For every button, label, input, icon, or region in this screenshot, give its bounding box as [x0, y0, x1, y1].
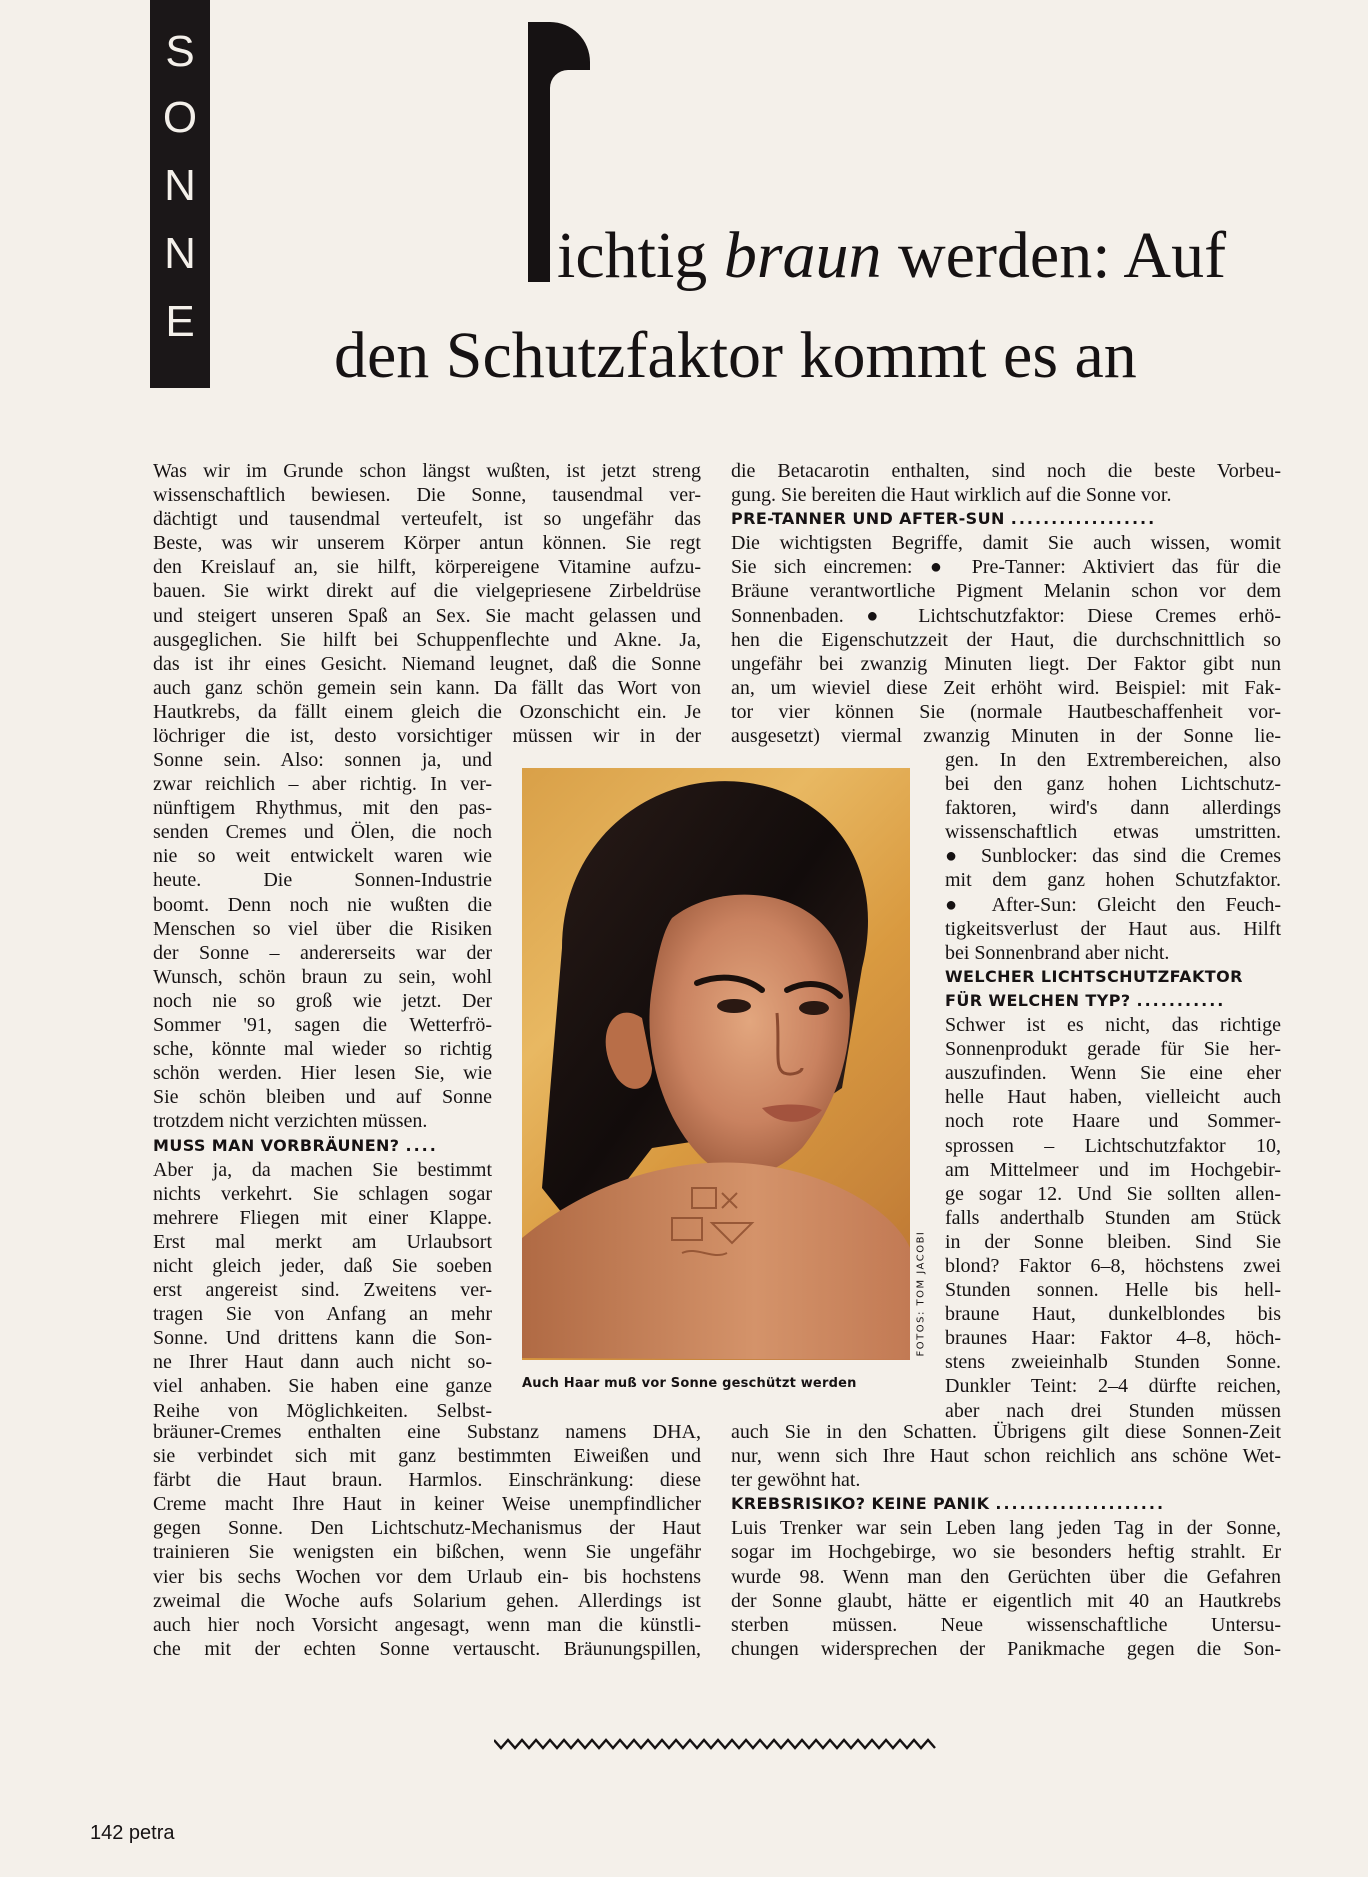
text-line: viel anhaben. Sie haben eine ganze — [153, 1375, 492, 1398]
text-line: ter gewöhnt hat. — [731, 1469, 861, 1492]
text-line: boomt. Denn noch nie wußten die — [153, 893, 492, 916]
text-line: Aber ja, da machen Sie bestimmt — [153, 1158, 492, 1181]
section-tab-letter: E — [165, 297, 195, 346]
text-line: dächtigt und tausendmal verteufelt, ist so ungefähr das — [153, 508, 701, 531]
text-line: Wunsch, schön braun zu sein, wohl — [153, 965, 492, 988]
text-line: Sommer '91, sagen die Wetterfrö- — [153, 1014, 492, 1037]
text-line: wurde 98. Wenn man den Gerüchten über die Gefahren — [731, 1565, 1281, 1588]
text-line: sogar im Hochgebirge, wo sie besonders heftig strahlt. Er — [731, 1541, 1281, 1564]
text-line: tragen Sie von Anfang an mehr — [153, 1303, 492, 1326]
text-line: che mit der echten Sonne vertauscht. Bräunungspillen, — [153, 1637, 701, 1660]
text-line: senden Cremes und Ölen, die noch — [153, 821, 492, 844]
portrait-photo — [522, 768, 910, 1360]
text-line: auch Sie in den Schatten. Übrigens gilt diese Sonnen-Zeit — [731, 1421, 1281, 1443]
text-line: den Kreislauf an, sie hilft, körpereigene Vitamine aufzu- — [153, 556, 701, 579]
text-line: heute. Die Sonnen-Industrie — [153, 869, 492, 892]
text-line: faktoren, wird's dann allerdings — [945, 797, 1281, 820]
subheading — [153, 1134, 492, 1158]
text-line: sterben müssen. Neue wissenschaftliche Untersu- — [731, 1613, 1281, 1636]
text-line: braune Haut, dunkelblondes bis — [945, 1303, 1281, 1326]
text-line: chungen widersprechen der Panikmache gegen die Son- — [731, 1637, 1281, 1660]
photo-caption: Auch Haar muß vor Sonne geschützt werden — [522, 1376, 857, 1391]
text-line: Sonnenbaden. ● Lichtschutzfaktor: Diese Cremes erhö- — [731, 604, 1281, 627]
text-line: Reihe von Möglichkeiten. Selbst- — [153, 1399, 492, 1422]
text-line: am Mittelmeer und im Hochgebir- — [945, 1158, 1281, 1181]
text-line: und steigert unseren Spaß an Sex. Sie macht gelassen und — [153, 604, 701, 627]
text-line: ● Sunblocker: das sind die Cremes — [945, 845, 1281, 868]
left-column-intro — [153, 459, 701, 748]
text-line: helle Haut haben, vielleicht auch — [945, 1086, 1281, 1109]
text-line: ne Ihrer Haut dann auch nicht so- — [153, 1351, 492, 1374]
page-footer: 142 petra — [90, 1822, 175, 1844]
text-line: bauen. Sie wirkt direkt auf die vielgepriesene Zirbeldrüse — [153, 580, 701, 603]
text-line: nünftigem Rhythmus, mit den pas- — [153, 797, 492, 820]
text-line: Sonnenprodukt gerade für Sie her- — [945, 1038, 1281, 1061]
subheading-dots: ..................... — [995, 1494, 1166, 1514]
text-line: mehrere Fliegen mit einer Klappe. — [153, 1206, 492, 1229]
text-line: das ist ihr eines Gesicht. Niemand leugnet, daß die Sonne — [153, 652, 701, 675]
text-line: trotzdem nicht verzichten müssen. — [153, 1110, 428, 1133]
text-line: nur, wenn sich Ihre Haut schon reichlich ans schöne Wet- — [731, 1445, 1281, 1468]
subheading-dots: ........... — [1136, 990, 1226, 1010]
text-line: ● After-Sun: Gleicht den Feuch- — [945, 893, 1281, 916]
text-line: nie so weit entwickelt waren wie — [153, 845, 492, 868]
text-line: Sonne sein. Also: sonnen ja, und — [153, 749, 492, 771]
headline-line-1 — [557, 218, 1226, 294]
text-line: nichts verkehrt. Sie schlagen sogar — [153, 1182, 492, 1205]
text-line: löchriger die ist, desto vorsichtiger müssen wir in der — [153, 725, 701, 748]
left-column-outro — [153, 1420, 701, 1661]
headline-text: werden: Auf — [881, 219, 1227, 292]
text-line: Schwer ist es nicht, das richtige — [945, 1014, 1281, 1037]
text-line: vier bis sechs Wochen vor dem Urlaub ein- bis hochstens — [153, 1565, 701, 1588]
left-column-narrow — [153, 748, 492, 1423]
subheading — [731, 507, 1281, 531]
text-line: zweimal die Woche aufs Solarium gehen. Allerdings ist — [153, 1589, 701, 1612]
text-line: Was wir im Grunde schon längst wußten, ist jetzt streng — [153, 460, 701, 482]
section-tab-letter: N — [164, 229, 196, 278]
initial-arm-cut — [550, 70, 590, 100]
text-line: Sonne. Und drittens kann die Son- — [153, 1327, 492, 1350]
text-line: auch ganz schön gemein sein kann. Da fällt das Wort von — [153, 676, 701, 699]
photo-credit-text: FOTOS: TOM JACOBI — [915, 1230, 927, 1357]
text-line: falls anderthalb Stunden am Stück — [945, 1206, 1281, 1229]
text-line: die Betacarotin enthalten, sind noch die beste Vorbeu- — [731, 460, 1281, 482]
text-line: schön werden. Hier lesen Sie, wie — [153, 1062, 492, 1085]
headline-emphasis: braun — [723, 219, 882, 292]
text-line: ungefähr bei zwanzig Minuten liegt. Der Faktor gibt nun — [731, 652, 1281, 675]
text-line: tigkeitsverlust der Haut aus. Hilft — [945, 917, 1281, 940]
text-line: nicht gleich jeder, daß Sie soeben — [153, 1254, 492, 1277]
text-line: bei den ganz hohen Lichtschutz- — [945, 773, 1281, 796]
subheading — [945, 965, 1281, 989]
text-line: Beste, was wir unserem Körper antun können. Sie regt — [153, 532, 701, 555]
text-line: der Sonne – andererseits war der — [153, 941, 492, 964]
text-line: Die wichtigsten Begriffe, damit Sie auch wissen, womit — [731, 532, 1281, 555]
headline-text: ichtig — [557, 219, 724, 292]
text-line: Menschen so viel über die Risiken — [153, 917, 492, 940]
text-line: hen die Eigenschutzzeit der Haut, die durchschnittlich so — [731, 628, 1281, 651]
right-column-bottom — [731, 1420, 1281, 1661]
text-line: sche, könnte mal wieder so richtig — [153, 1038, 492, 1061]
text-line: stens zweieinhalb Stunden Sonne. — [945, 1351, 1281, 1374]
right-column-top — [731, 459, 1281, 748]
text-line: sprossen – Lichtschutzfaktor 10, — [945, 1134, 1281, 1157]
subheading-text: WELCHER LICHTSCHUTZFAKTOR — [945, 966, 1243, 986]
subheading — [731, 1492, 1281, 1516]
text-line: blond? Faktor 6–8, höchstens zwei — [945, 1254, 1281, 1277]
text-line: noch nie so groß wie jetzt. Der — [153, 989, 492, 1012]
zigzag-divider — [494, 1736, 938, 1752]
text-line: auszufinden. Wenn Sie eine eher — [945, 1062, 1281, 1085]
text-line: erst angereist sind. Zweitens ver- — [153, 1279, 492, 1302]
portrait-illustration — [522, 768, 910, 1360]
section-tab-letter: O — [162, 93, 198, 142]
text-line: Stunden sonnen. Helle bis hell- — [945, 1279, 1281, 1302]
text-line: Hautkrebs, da fällt einem gleich die Ozonschicht ein. Je — [153, 700, 701, 723]
text-line: gung. Sie bereiten die Haut wirklich auf die Sonne vor. — [731, 484, 1172, 507]
subheading-text: PRE-TANNER UND AFTER-SUN — [731, 509, 1005, 529]
text-line: Luis Trenker war sein Leben lang jeden Tag in der Sonne, — [731, 1517, 1281, 1540]
section-tab-letter: S — [165, 27, 195, 76]
text-line: aber nach drei Stunden müssen — [945, 1399, 1281, 1422]
text-line: Creme macht Ihre Haut in keiner Weise unempfindlicher — [153, 1493, 701, 1516]
text-line: Bräune verantwortliche Pigment Melanin schon vor dem — [731, 580, 1281, 603]
text-line: färbt die Haut braun. Harmlos. Einschränkung: diese — [153, 1469, 701, 1492]
photo-credit — [912, 1232, 932, 1362]
subheading-text: MUSS MAN VORBRÄUNEN? — [153, 1135, 400, 1155]
subheading-dots: .................. — [1010, 509, 1157, 529]
text-line: bräuner-Cremes enthalten eine Substanz namens DHA, — [153, 1421, 701, 1443]
subheading-text: KREBSRISIKO? KEINE PANIK — [731, 1494, 990, 1514]
text-line: Erst mal merkt am Urlaubsort — [153, 1230, 492, 1253]
text-line: wissenschaftlich bewiesen. Die Sonne, tausendmal ver- — [153, 484, 701, 507]
text-line: der Sonne glaubt, hätte er eigentlich mit 40 an Hautkrebs — [731, 1589, 1281, 1612]
text-line: Sie sich eincremen: ● Pre-Tanner: Aktiviert das für die — [731, 556, 1281, 579]
text-line: trainieren Sie wenigsten ein bißchen, wenn Sie ungefähr — [153, 1541, 701, 1564]
text-line: Dunkler Teint: 2–4 dürfte reichen, — [945, 1375, 1281, 1398]
headline-line-2: den Schutzfaktor kommt es an — [334, 319, 1137, 392]
subheading-text: FÜR WELCHEN TYP? — [945, 990, 1131, 1010]
text-line: braunes Haar: Faktor 4–8, höch- — [945, 1327, 1281, 1350]
text-line: ausgeglichen. Sie hilft bei Schuppenflechte und Akne. Ja, — [153, 628, 701, 651]
text-line: an, um wieviel diese Zeit erhöht wird. Beispiel: mit Fak- — [731, 676, 1281, 699]
subheading — [945, 989, 1281, 1013]
text-line: gen. In den Extrembereichen, also — [945, 749, 1281, 771]
text-line: wissenschaftlich etwas umstritten. — [945, 821, 1281, 844]
text-line: auch hier noch Vorsicht angesagt, wenn man die künstli- — [153, 1613, 701, 1636]
text-line: Sie schön bleiben und auf Sonne — [153, 1086, 492, 1109]
text-line: sie verbindet sich mit ganz bestimmten Eiweißen und — [153, 1445, 701, 1468]
right-column-narrow — [945, 748, 1281, 1423]
text-line: tor vier können Sie (normale Hautbeschaffenheit vor- — [731, 700, 1281, 723]
text-line: mit dem ganz hohen Schutzfaktor. — [945, 869, 1281, 892]
text-line: noch rote Haare und Sommer- — [945, 1110, 1281, 1133]
text-line: zwar reichlich – aber richtig. In ver- — [153, 773, 492, 796]
subheading-dots: .... — [405, 1135, 438, 1155]
text-line: gegen Sonne. Den Lichtschutz-Mechanismus der Haut — [153, 1517, 701, 1540]
text-line: bei Sonnenbrand aber nicht. — [945, 941, 1170, 964]
text-line: ge sogar 12. Und Sie sollten allen- — [945, 1182, 1281, 1205]
section-tab-letter: N — [164, 161, 196, 210]
text-line: in der Sonne bleiben. Sind Sie — [945, 1230, 1281, 1253]
text-line: ausgesetzt) viermal zwanzig Minuten in der Sonne lie- — [731, 725, 1281, 748]
section-tab — [150, 0, 210, 388]
